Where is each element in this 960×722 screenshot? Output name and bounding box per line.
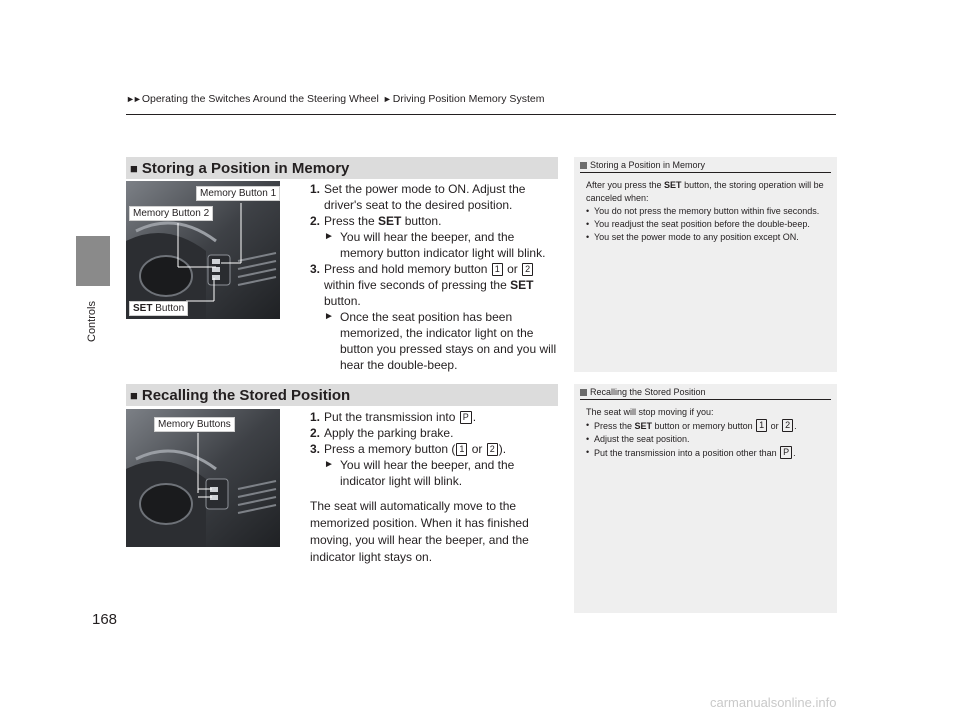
- note-icon: [580, 389, 587, 396]
- storing-steps: [310, 181, 560, 373]
- breadcrumb: [126, 93, 544, 105]
- note-bullet: • Put the transmission into a position other than P .: [586, 446, 831, 460]
- note-bullet: • Adjust the seat position.: [586, 433, 831, 446]
- result-arrow-icon: ►: [324, 311, 334, 322]
- step-item: 3. Press a memory button ( 1 or 2 ).: [310, 442, 507, 456]
- step-item: 1. Set the power mode to ON. Adjust the driver's seat to the desired position.: [310, 182, 526, 212]
- step-item: 3. Press and hold memory button 1 or 2 within five seconds of pressing the SET button.: [310, 262, 534, 308]
- park-key: P: [780, 446, 792, 459]
- callout-memory-button-2: Memory Button 2: [129, 206, 213, 221]
- note-bullet: • You readjust the seat position before the double-beep.: [586, 218, 831, 231]
- recall-description: The seat will automatically move to the memorized position. When it has finished moving, you will hear the beeper, and the indicator light stays on.: [310, 499, 529, 564]
- step-result: ► You will hear the beeper, and the indicator light will blink.: [324, 458, 515, 488]
- breadcrumb-arrow-icon: ►►: [126, 94, 140, 104]
- breadcrumb-arrow-icon: ►: [382, 94, 390, 104]
- result-arrow-icon: ►: [324, 459, 334, 470]
- page-number: 168: [92, 611, 118, 628]
- memory-button-2-key: 2: [522, 263, 533, 276]
- section-header-recalling: ■ Recalling the Stored Position: [126, 384, 558, 406]
- memory-button-1-key: 1: [756, 419, 767, 432]
- callout-memory-buttons: Memory Buttons: [154, 417, 235, 432]
- callout-memory-button-1: Memory Button 1: [196, 186, 280, 201]
- storing-figure: [126, 181, 280, 319]
- recalling-steps: [310, 409, 560, 489]
- memory-button-2-key: 2: [782, 419, 793, 432]
- callout-set-button: SET Button: [129, 301, 188, 316]
- park-key: P: [460, 411, 472, 424]
- step-item: 2. Apply the parking brake.: [310, 426, 454, 440]
- watermark: carmanualsonline.info: [710, 695, 837, 710]
- step-result: ► You will hear the beeper, and the memory button indicator light will blink.: [324, 230, 546, 260]
- note-bullet: • Press the SET button or memory button 1 or 2 .: [586, 419, 831, 433]
- memory-button-1-key: 1: [456, 443, 467, 456]
- header-divider: [126, 114, 836, 115]
- note-bullet: • You do not press the memory button within five seconds.: [586, 205, 831, 218]
- section-square-icon: ■: [130, 160, 138, 176]
- note-bullet: • You set the power mode to any position except ON.: [586, 231, 831, 244]
- memory-button-1-key: 1: [492, 263, 503, 276]
- note-storing: Storing a Position in Memory After you press the SET button, the storing operation will be canceled when: • You do not press the memory button within five seconds. • You readjust the seat position before the double-beep. • You set the power mode to any position except ON.: [574, 157, 837, 372]
- step-item: 1. Put the transmission into P .: [310, 410, 477, 424]
- recalling-figure: [126, 409, 280, 547]
- memory-button-2-key: 2: [487, 443, 498, 456]
- note-icon: [580, 162, 587, 169]
- step-result: ► Once the seat position has been memorized, the indicator light on the button you pressed stays on and you will hear the double-beep.: [324, 310, 557, 372]
- section-header-storing: ■ Storing a Position in Memory: [126, 157, 558, 179]
- chapter-label: Controls: [86, 301, 98, 342]
- note-recalling: Recalling the Stored Position The seat will stop moving if you: • Press the SET button or memory button 1 or 2 . • Adjust the seat position. • Put the transmission into a position other than P .: [574, 384, 837, 613]
- result-arrow-icon: ►: [324, 231, 334, 242]
- section-square-icon: ■: [130, 387, 138, 403]
- breadcrumb-item[interactable]: Driving Position Memory System: [392, 93, 545, 105]
- chapter-tab: [76, 236, 110, 286]
- step-item: 2. Press the SET button.: [310, 214, 442, 228]
- door-panel-illustration: [126, 181, 280, 319]
- breadcrumb-item[interactable]: Operating the Switches Around the Steering Wheel: [141, 93, 379, 105]
